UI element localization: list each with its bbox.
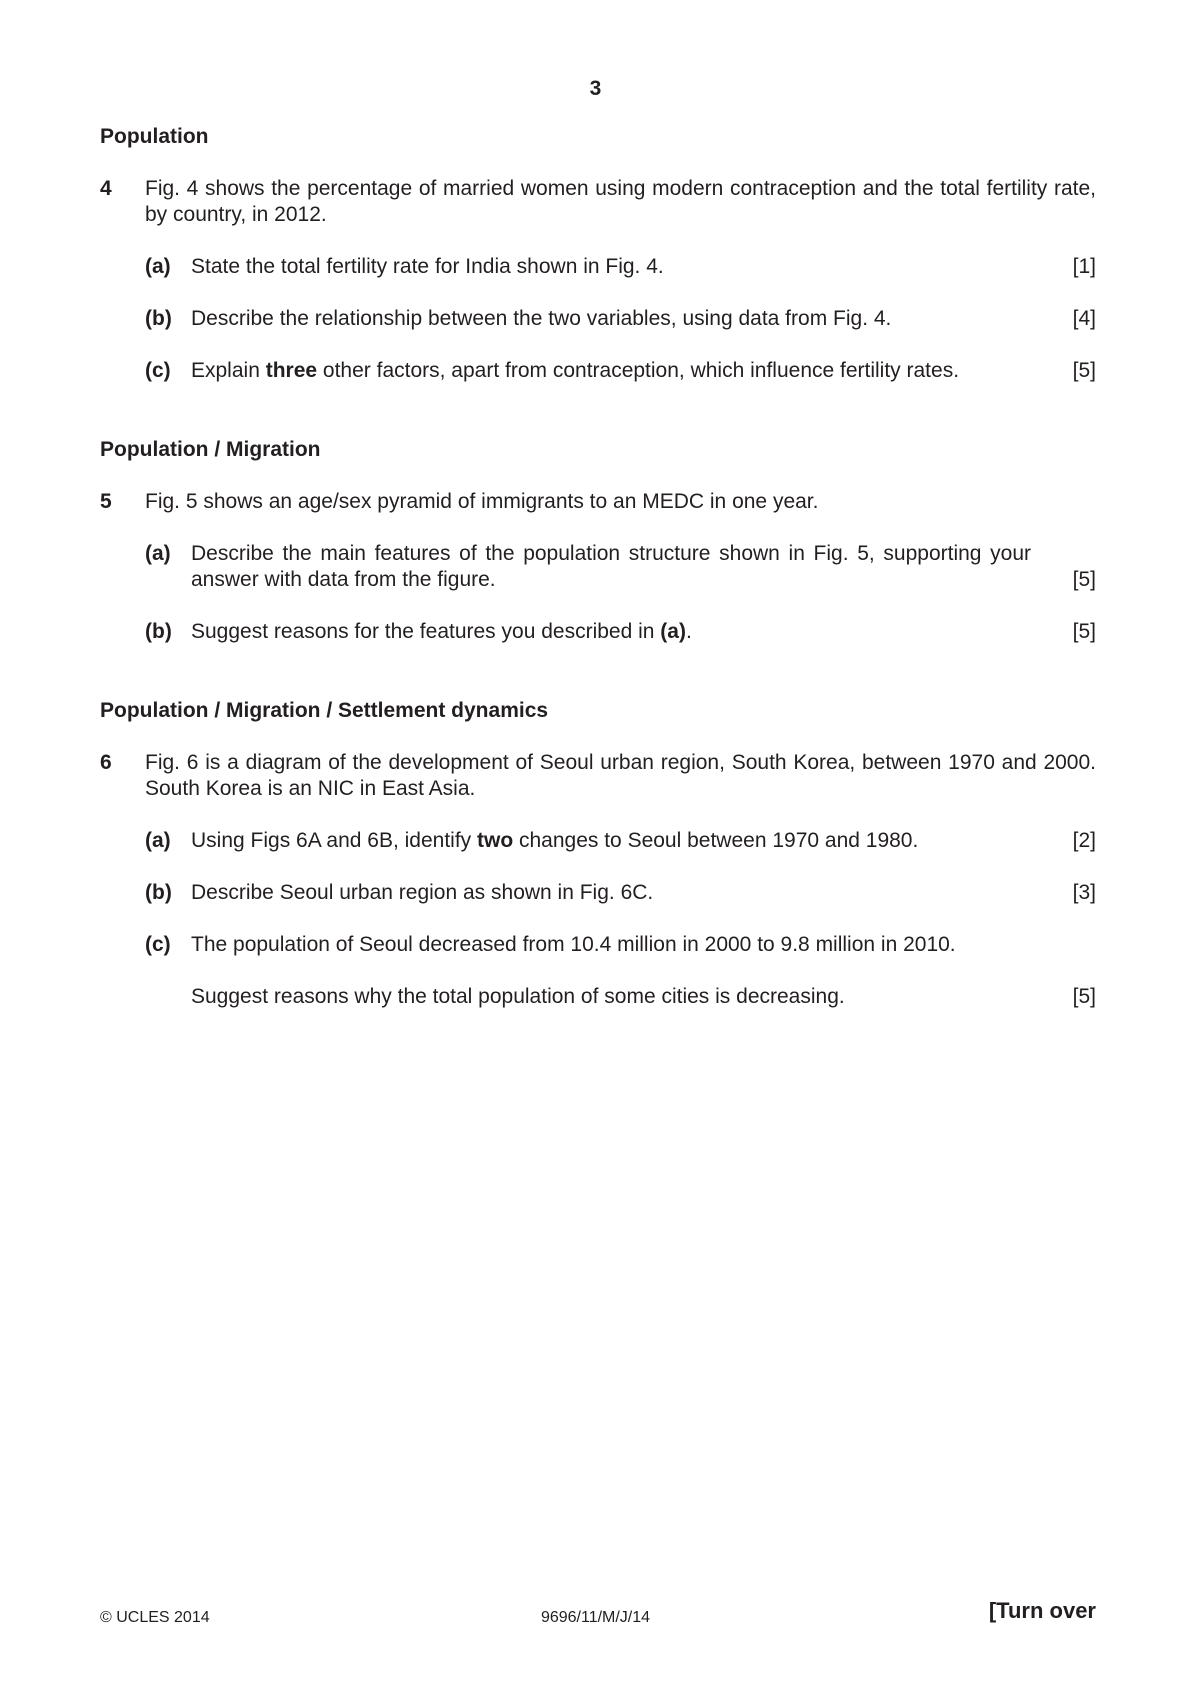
page-number: 3	[589, 77, 602, 100]
part-6a-text: Using Figs 6A and 6B, identify two changes to Seoul between 1970 and 1980.	[191, 829, 919, 852]
question-4-text: Fig. 4 shows the percentage of married women using modern contraception and the total fertility rate, by country, in 2012.	[145, 177, 1096, 226]
mark-4c: [5]	[1072, 359, 1096, 382]
part-label-4b: (b)	[145, 307, 172, 330]
section-heading-settlement-dynamics: Population / Migration / Settlement dynamics	[100, 699, 549, 722]
part-4c-text: Explain three other factors, apart from contraception, which influence fertility rates.	[191, 359, 960, 382]
mark-4b: [4]	[1072, 307, 1096, 330]
footer-paper-code: 9696/11/M/J/14	[540, 1609, 651, 1626]
part-label-4a: (a)	[145, 255, 171, 278]
question-number-4: 4	[100, 177, 112, 200]
mark-5a: [5]	[1072, 568, 1096, 591]
part-4b-text: Describe the relationship between the two variables, using data from Fig. 4.	[191, 307, 892, 330]
part-label-4c: (c)	[145, 359, 171, 382]
part-label-5a: (a)	[145, 542, 171, 565]
mark-6c: [5]	[1072, 985, 1096, 1008]
question-5-text: Fig. 5 shows an age/sex pyramid of immigrants to an MEDC in one year.	[145, 490, 819, 513]
mark-6a: [2]	[1072, 829, 1096, 852]
section-heading-population-migration: Population / Migration	[100, 438, 321, 461]
part-5a-text: Describe the main features of the population structure shown in Fig. 5, supporting your answer with data from the figure.	[191, 542, 1031, 591]
part-5b-text: Suggest reasons for the features you described in (a).	[191, 620, 692, 643]
mark-5b: [5]	[1072, 620, 1096, 643]
mark-6b: [3]	[1072, 881, 1096, 904]
part-6b-text: Describe Seoul urban region as shown in Fig. 6C.	[191, 881, 654, 904]
part-label-6b: (b)	[145, 881, 172, 904]
part-4a-text: State the total fertility rate for India shown in Fig. 4.	[191, 255, 664, 278]
part-label-6a: (a)	[145, 829, 171, 852]
part-6c-text: The population of Seoul decreased from 10.4 million in 2000 to 9.8 million in 2010.	[191, 933, 956, 956]
footer-copyright: © UCLES 2014	[100, 1609, 210, 1626]
question-number-6: 6	[100, 751, 112, 774]
part-label-6c: (c)	[145, 933, 171, 956]
mark-4a: [1]	[1072, 255, 1096, 278]
question-6-text: Fig. 6 is a diagram of the development of Seoul urban region, South Korea, between 1970 and 2000. South Korea is an NIC in East Asia.	[145, 751, 1096, 800]
section-heading-population: Population	[100, 125, 209, 148]
question-number-5: 5	[100, 490, 112, 513]
footer-turn-over: [Turn over	[988, 1598, 1096, 1623]
part-6c-followup: Suggest reasons why the total population of some cities is decreasing.	[191, 985, 845, 1008]
part-label-5b: (b)	[145, 620, 172, 643]
